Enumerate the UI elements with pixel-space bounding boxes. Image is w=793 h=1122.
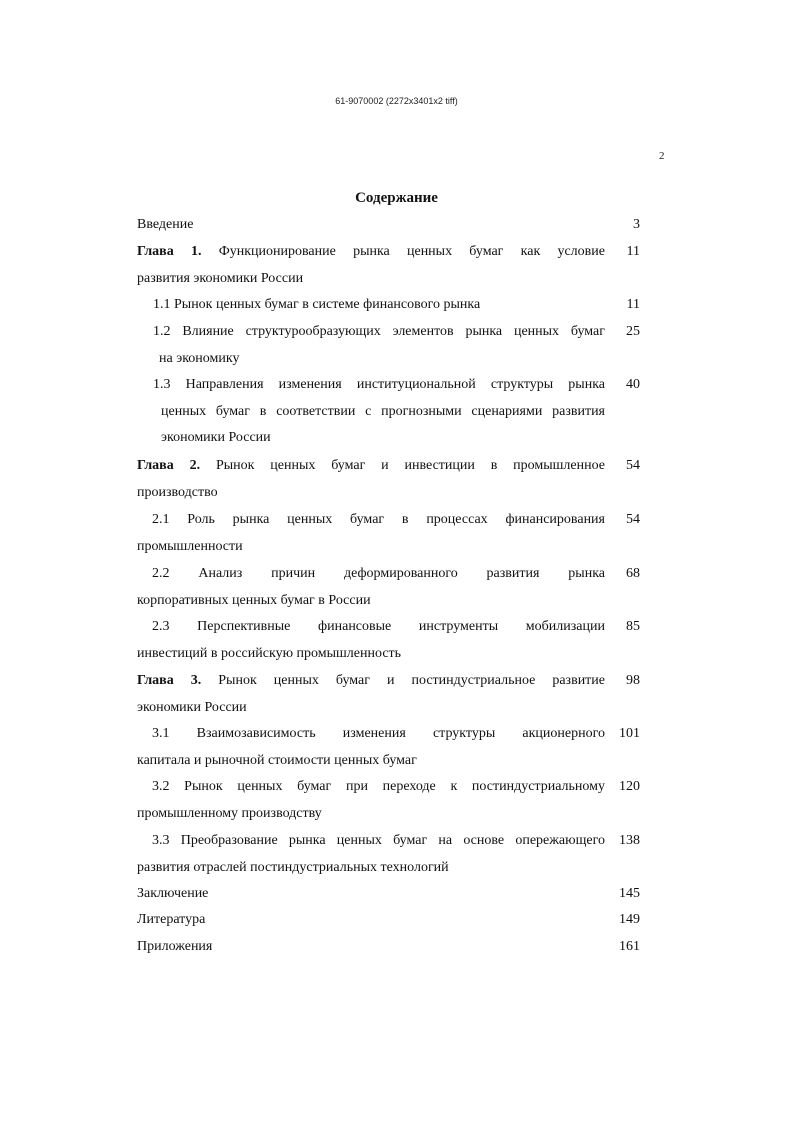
toc-entry-appendix bbox=[137, 934, 642, 961]
toc-entry-page: 149 bbox=[619, 912, 640, 927]
toc-entry-text: 3.1 Взаимозависимость изменения структуры акционерного bbox=[152, 726, 605, 741]
toc-entry-page: 138 bbox=[619, 833, 640, 848]
toc-entry-page: 11 bbox=[626, 244, 640, 259]
chapter-title-line: Рынок ценных бумаг и инвестиции в промышленное bbox=[215, 458, 606, 473]
toc-entry-text bbox=[137, 239, 605, 266]
toc-entry-text: 1.2 Влияние структурообразующих элементов рынка ценных бумаг bbox=[153, 324, 605, 339]
toc-entry-literature bbox=[137, 907, 642, 934]
toc-entry-text bbox=[137, 453, 605, 480]
toc-entry-page: 145 bbox=[619, 886, 640, 901]
toc-entry-chapter-1 bbox=[137, 239, 642, 292]
toc-entry-text: 1.3 Направления изменения институциональной структуры рынка bbox=[153, 377, 605, 392]
toc-entry-text-continued: ценных бумаг в соответствии с прогнозными сценариями развития bbox=[161, 403, 605, 419]
chapter-label: Глава 2. bbox=[137, 458, 201, 473]
toc-entry-page: 54 bbox=[626, 512, 640, 527]
toc-entry-section-1-2 bbox=[137, 319, 642, 372]
toc-entry-page: 161 bbox=[619, 939, 640, 954]
toc-entry-text: 3.2 Рынок ценных бумаг при переходе к постиндустриальному bbox=[152, 779, 605, 794]
chapter-title-line: Функционирование рынка ценных бумаг как условие bbox=[218, 244, 605, 259]
toc-entry-chapter-2 bbox=[137, 453, 642, 506]
toc-entry-page: 25 bbox=[626, 324, 640, 339]
toc-entry-text: 2.2 Анализ причин деформированного развития рынка bbox=[152, 566, 605, 581]
toc-entry-section-2-2 bbox=[137, 561, 642, 614]
toc-entry-page: 68 bbox=[626, 566, 640, 581]
toc-entry-text: 2.1 Роль рынка ценных бумаг в процессах финансирования bbox=[152, 512, 605, 527]
toc-entry-label: Литература bbox=[137, 912, 206, 927]
toc-entry-page: 3 bbox=[633, 217, 640, 232]
chapter-label: Глава 1. bbox=[137, 244, 202, 259]
toc-entry-page: 40 bbox=[626, 377, 640, 392]
chapter-label: Глава 3. bbox=[137, 673, 202, 688]
toc-entry-section-1-3 bbox=[137, 372, 642, 452]
page-number: 2 bbox=[659, 150, 665, 162]
toc-entry-label: Приложения bbox=[137, 939, 213, 954]
chapter-title-line: Рынок ценных бумаг и постиндустриальное развитие bbox=[218, 673, 606, 688]
toc-entry-text-continued: капитала и рыночной стоимости ценных бумаг bbox=[137, 752, 417, 768]
toc-entry-page: 101 bbox=[619, 726, 640, 741]
toc-entry-section-2-3 bbox=[137, 614, 642, 667]
toc-entry-text-continued: на экономику bbox=[159, 350, 240, 366]
toc-entry-text-continued: производство bbox=[137, 484, 218, 500]
toc-entry-page: 11 bbox=[626, 297, 640, 312]
toc-entry-conclusion bbox=[137, 881, 642, 908]
toc-entry-chapter-3 bbox=[137, 668, 642, 721]
toc-entry-text-continued: корпоративных ценных бумаг в России bbox=[137, 592, 371, 608]
toc-entry-label: Введение bbox=[137, 217, 194, 232]
toc-entry-page: 98 bbox=[626, 673, 640, 688]
toc-entry-text-continued: экономики России bbox=[161, 430, 271, 446]
toc-entry-section-3-2 bbox=[137, 774, 642, 827]
toc-entry-text-continued: инвестиций в российскую промышленность bbox=[137, 645, 402, 661]
toc-entry-section-2-1 bbox=[137, 507, 642, 560]
toc-entry-label: Заключение bbox=[137, 886, 209, 901]
scan-header: 61-9070002 (2272x3401x2 tiff) bbox=[335, 96, 458, 106]
toc-entry-page: 120 bbox=[619, 779, 640, 794]
toc-entry-text bbox=[137, 668, 605, 695]
toc-entry-text: 2.3 Перспективные финансовые инструменты мобилизации bbox=[152, 619, 605, 634]
toc-title: Содержание bbox=[355, 190, 438, 206]
toc-entry-page: 85 bbox=[626, 619, 640, 634]
toc-entry-text: 1.1 Рынок ценных бумаг в системе финансового рынка bbox=[153, 297, 481, 312]
toc-entry-page: 54 bbox=[626, 458, 640, 473]
toc-entry-introduction bbox=[137, 212, 642, 239]
toc-entry-text-continued: развития экономики России bbox=[137, 270, 304, 286]
toc-entry-text: 3.3 Преобразование рынка ценных бумаг на основе опережающего bbox=[152, 833, 605, 848]
toc-entry-text-continued: промышленности bbox=[137, 538, 243, 554]
toc-entry-text-continued: экономики России bbox=[137, 699, 247, 715]
toc-entry-text-continued: развития отраслей постиндустриальных технологий bbox=[137, 859, 449, 875]
toc-entry-section-3-3 bbox=[137, 828, 642, 881]
toc-entry-section-3-1 bbox=[137, 721, 642, 774]
toc-entry-text-continued: промышленному производству bbox=[137, 805, 322, 821]
toc-entry-section-1-1 bbox=[137, 292, 642, 319]
